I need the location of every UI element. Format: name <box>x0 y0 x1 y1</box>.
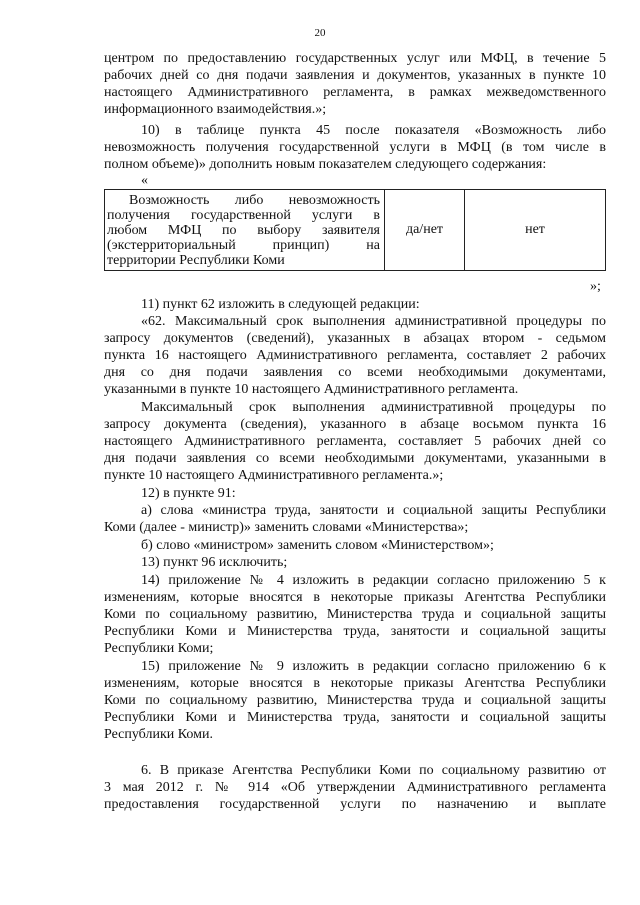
text-line: запросу документа (сведения), указанного в абзаце восьмом пункта 16 <box>104 417 606 432</box>
text-line: невозможность получения государственной услуги в МФЦ (в том числе в <box>104 140 606 155</box>
text-line: «62. Максимальный срок выполнения административной процедуры по <box>141 314 606 329</box>
text-line: изменениям, которые вносятся в некоторые приказы Агентства Республики <box>104 590 606 605</box>
text-line: указанными в пункте 10 настоящего Административного регламента. <box>104 382 519 397</box>
text-line: а) слова «министра труда, занятости и социальной защиты Республики <box>141 503 606 518</box>
text-line: пункте 10 настоящего Административного регламента.»; <box>104 468 444 483</box>
text-line: 11) пункт 62 изложить в следующей редакции: <box>141 297 420 312</box>
text-line: центром по предоставлению государственных услуг или МФЦ, в течение 5 <box>104 51 606 66</box>
text-line: Коми по социальному развитию, Министерства труда и социальной защиты <box>104 693 606 708</box>
text-line: рабочих дней со дня подачи заявления и документов, указанных в пункте 10 <box>104 68 606 83</box>
text-line: 12) в пункте 91: <box>141 486 236 501</box>
text-line: настоящего Административного регламента, составляет 5 рабочих дней со <box>104 434 606 449</box>
value-cell: нет <box>525 222 545 237</box>
text-line: Коми (далее - министр)» заменить словами «Министерства»; <box>104 520 469 535</box>
text-line: пункта 16 настоящего Административного регламента, составляет 2 рабочих <box>104 348 606 363</box>
text-line: Республики Коми и Министерства труда, занятости и социальной защиты <box>104 624 606 639</box>
text-line: Коми по социальному развитию, Министерства труда и социальной защиты <box>104 607 606 622</box>
text-line: 15) приложение № 9 изложить в редакции согласно приложению 6 к <box>141 659 606 674</box>
close-quote: »; <box>590 279 601 294</box>
text-line: Республики Коми и Министерства труда, занятости и социальной защиты <box>104 710 606 725</box>
unit-cell: да/нет <box>385 190 465 270</box>
text-line: 10) в таблице пункта 45 после показателя «Возможность либо <box>141 123 606 138</box>
indicator-line: любом МФЦ по выбору заявителя <box>107 223 380 238</box>
text-line: Республики Коми; <box>104 641 214 656</box>
open-quote: « <box>141 173 148 188</box>
page-number: 20 <box>314 27 326 39</box>
text-line: дня со дня подачи заявления со всеми необходимыми документами, <box>104 365 606 380</box>
indicator-line: Возможность либо невозможность <box>129 193 380 208</box>
text-line: б) слово «министром» заменить словом «Министерством»; <box>141 538 494 553</box>
indicator-table <box>104 189 606 271</box>
indicator-line: территории Республики Коми <box>107 253 285 268</box>
text-line: 14) приложение № 4 изложить в редакции согласно приложению 5 к <box>141 573 606 588</box>
text-line: 3 мая 2012 г. № 914 «Об утверждении Административного регламента <box>104 780 606 795</box>
text-line: Республики Коми. <box>104 727 213 742</box>
indicator-cell <box>105 190 385 270</box>
text-line: настоящего Административного регламента, в рамках межведомственного <box>104 85 606 100</box>
text-line: полном объеме)» дополнить новым показателем следующего содержания: <box>104 157 547 172</box>
text-line: Максимальный срок выполнения административной процедуры по <box>141 400 606 415</box>
text-line: запросу документов (сведений), указанных в абзацах втором - седьмом <box>104 331 606 346</box>
text-line: предоставления государственной услуги по назначению и выплате <box>104 797 606 812</box>
indicator-line: получения государственной услуги в <box>107 208 380 223</box>
indicator-line: (экстерриториальный принцип) на <box>107 238 380 253</box>
text-line: 13) пункт 96 исключить; <box>141 555 288 570</box>
text-line: информационного взаимодействия.»; <box>104 102 327 117</box>
text-line: изменениям, которые вносятся в некоторые приказы Агентства Республики <box>104 676 606 691</box>
text-line: дня подачи заявления со всеми необходимыми документами, указанными в <box>104 451 606 466</box>
text-line: 6. В приказе Агентства Республики Коми по социальному развитию от <box>141 763 606 778</box>
